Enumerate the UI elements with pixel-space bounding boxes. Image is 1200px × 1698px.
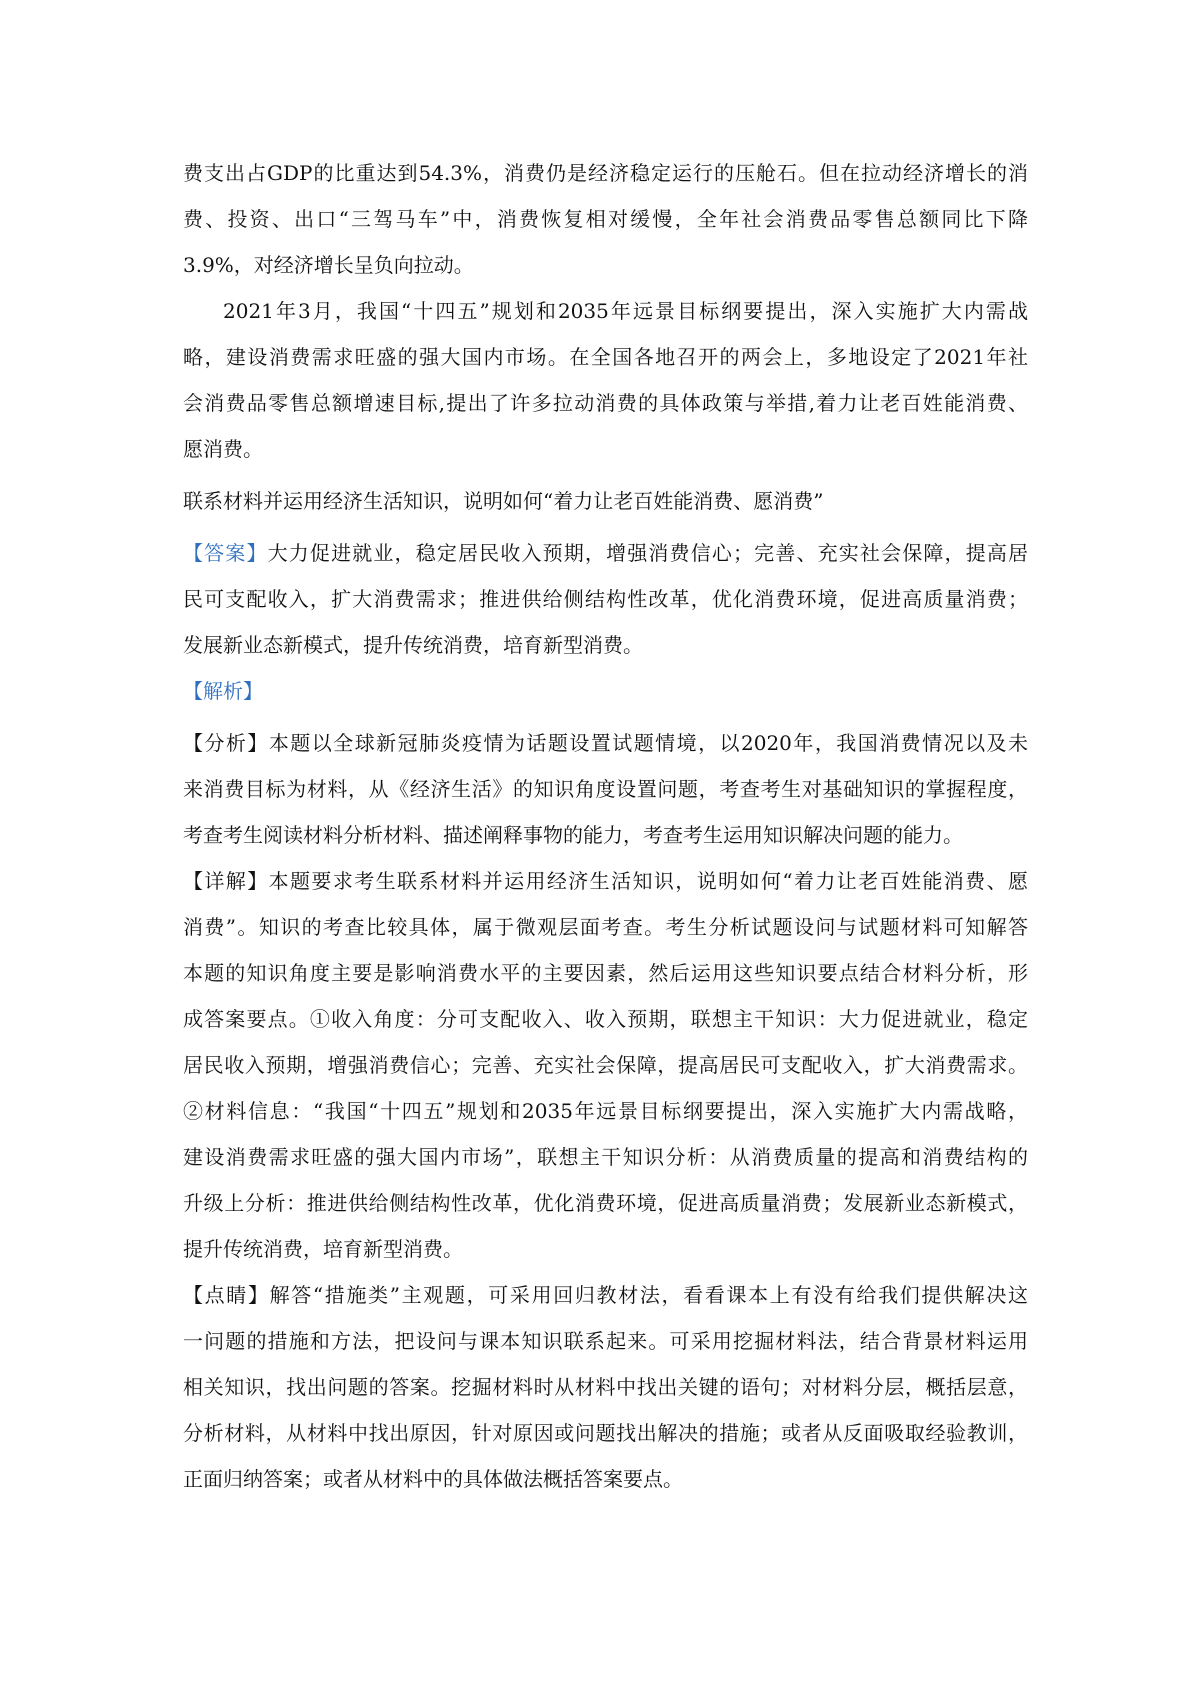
answer-line: 发展新业态新模式，提升传统消费，培育新型消费。 [183,633,643,657]
xiangjie-line: 提升传统消费，培育新型消费。 [183,1237,463,1261]
dianjing-line: 【点睛】解答“措施类”主观题，可采用回归教材法，看看课本上有没有给我们提供解决这 [183,1283,1028,1307]
text-line: 费支出占GDP的比重达到54.3%，消费仍是经济稳定运行的压舱石。但在拉动经济增长的消 [183,161,1028,185]
text-line: 会消费品零售总额增速目标,提出了许多拉动消费的具体政策与举措,着力让老百姓能消费、 [183,391,1028,415]
material-paragraph-2 [183,288,1028,472]
fenxi-line: 【分析】本题以全球新冠肺炎疫情为话题设置试题情境，以2020年，我国消费情况以及未 [183,731,1028,755]
dianjing-line: 一问题的措施和方法，把设问与课本知识联系起来。可采用挖掘材料法，结合背景材料运用 [183,1329,1028,1353]
xiangjie-line: 【详解】本题要求考生联系材料并运用经济生活知识，说明如何“着力让老百姓能消费、愿 [183,869,1028,893]
text-line: 3.9%，对经济增长呈负向拉动。 [183,253,474,277]
answer-line: 民可支配收入，扩大消费需求；推进供给侧结构性改革，优化消费环境，促进高质量消费； [183,587,1028,611]
fenxi-line: 考查考生阅读材料分析材料、描述阐释事物的能力，考查考生运用知识解决问题的能力。 [183,823,963,847]
material-paragraph-1 [183,150,1028,288]
text-line: 愿消费。 [183,437,263,461]
xiangjie-line: 本题的知识角度主要是影响消费水平的主要因素，然后运用这些知识要点结合材料分析，形 [183,961,1028,985]
fenxi-block [183,720,1028,858]
dianjing-line: 相关知识，找出问题的答案。挖掘材料时从材料中找出关键的语句；对材料分层，概括层意， [183,1375,1028,1399]
xiangjie-line: 消费”。知识的考查比较具体，属于微观层面考查。考生分析试题设问与试题材料可知解答 [183,915,1028,939]
xiangjie-block [183,858,1028,1272]
xiangjie-line: 居民收入预期，增强消费信心；完善、充实社会保障，提高居民可支配收入，扩大消费需求。 [183,1053,1028,1077]
text-line: 略，建设消费需求旺盛的强大国内市场。在全国各地召开的两会上，多地设定了2021年社 [183,345,1028,369]
fenxi-line: 来消费目标为材料，从《经济生活》的知识角度设置问题，考查考生对基础知识的掌握程度， [183,777,1028,801]
text-line: 费、投资、出口“三驾马车”中，消费恢复相对缓慢，全年社会消费品零售总额同比下降 [183,207,1028,231]
analysis-label: 【解析】 [183,679,263,703]
dianjing-line: 分析材料，从材料中找出原因，针对原因或问题找出解决的措施；或者从反面吸取经验教训， [183,1421,1028,1445]
text-line: 2021年3月，我国“十四五”规划和2035年远景目标纲要提出，深入实施扩大内需战 [223,299,1028,323]
xiangjie-line: 成答案要点。①收入角度：分可支配收入、收入预期，联想主干知识：大力促进就业，稳定 [183,1007,1028,1031]
question-text: 联系材料并运用经济生活知识，说明如何“着力让老百姓能消费、愿消费” [183,489,824,513]
dianjing-line: 正面归纳答案；或者从材料中的具体做法概括答案要点。 [183,1467,683,1491]
dianjing-block [183,1272,1028,1502]
xiangjie-line: 升级上分析：推进供给侧结构性改革，优化消费环境，促进高质量消费；发展新业态新模式， [183,1191,1028,1215]
answer-line [183,530,1028,576]
xiangjie-line: 建设消费需求旺盛的强大国内市场”，联想主干知识分析：从消费质量的提高和消费结构的 [183,1145,1028,1169]
answer-block [183,530,1028,668]
xiangjie-line: ②材料信息：“我国“十四五”规划和2035年远景目标纲要提出，深入实施扩大内需战略， [183,1099,1028,1123]
document-page [183,150,1028,1502]
answer-text: 大力促进就业，稳定居民收入预期，增强消费信心；完善、充实社会保障，提高居 [267,541,1028,565]
answer-label: 【答案】 [183,541,268,565]
